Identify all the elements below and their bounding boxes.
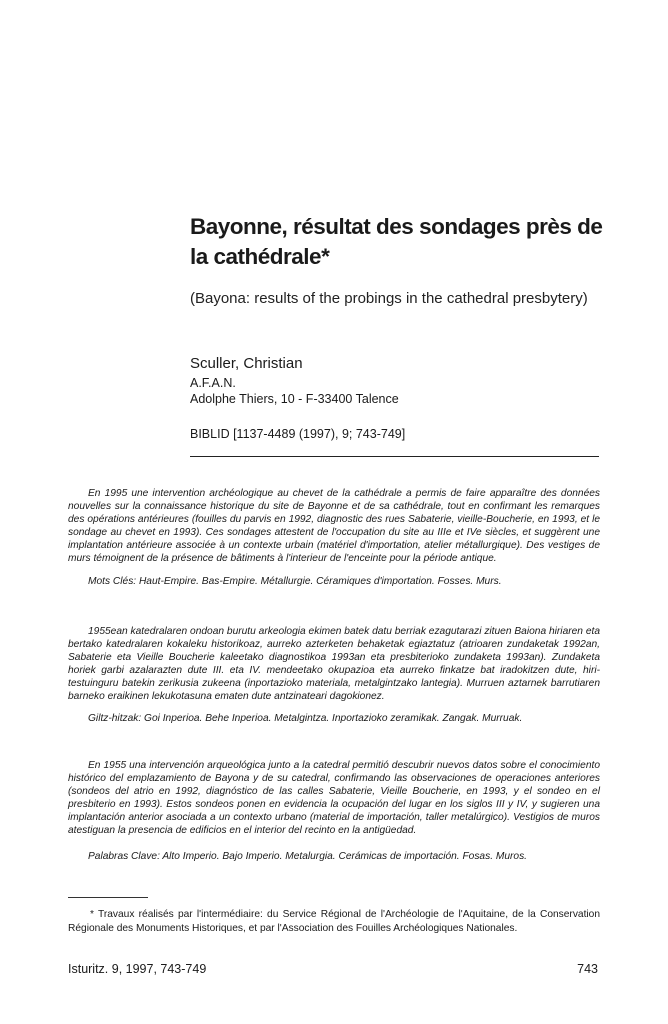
affiliation-org: A.F.A.N. [190,376,236,390]
abstract-french [68,487,600,565]
abstract-text: 1955ean katedralaren ondoan burutu arkeologia ekimen batek datu berriak ezagutarazi zituen Baiona hiriaren eta bertako katedralaren kokaleku historikoaz, aurreko azterketen behaketak egiaztatuz (atrioaren zundaketak 1992an, Sabaterie eta Vieille Boucherie kaleetako diagnostikoa 1993an eta presbiterioko zundaketa 1993an). Zundaketa horiek garbi azalarazten dute III. eta IV. mendeetako okupazioa eta aurreko finkatze bat iradokitzen dute, hiri-testuinguru batekin zerikusia zukeena (inportazioko materiala, metalgintzako lantegia). Murruen aztarnek barrutiaren barneko eraikinen lekukotasuna ematen dute antzinateari dagokionez. [68,626,600,702]
article-subtitle: (Bayona: results of the probings in the cathedral presbytery) [190,290,588,307]
header-rule [190,456,599,457]
article-title: Bayonne, résultat des sondages près de la cathédrale* [190,214,603,269]
footnote: * Travaux réalisés par l'intermédiaire: du Service Régional de l'Archéologie de l'Aquitaine, de la Conservation Régionale des Monuments Historiques, et par l'Association des Fouilles Archéologiques Nationales. [68,909,600,934]
journal-citation: Isturitz. 9, 1997, 743-749 [68,962,207,976]
author-affiliation [190,375,399,407]
keywords-basque: Giltz-hitzak: Goi Inperioa. Behe Inperioa. Metalgintza. Inportazioko zeramikak. Zangak. Murruak. [88,713,523,724]
keywords-french: Mots Clés: Haut-Empire. Bas-Empire. Métallurgie. Céramiques d'importation. Fosses. Murs. [88,576,502,587]
keywords-spanish: Palabras Clave: Alto Imperio. Bajo Imperio. Metalurgia. Cerámicas de importación. Fosas. Muros. [88,851,527,862]
abstract-text: En 1995 une intervention archéologique au chevet de la cathédrale a permis de faire apparaître des données nouvelles sur la connaissance historique du site de Bayonne et de sa cathédrale, tout en confirmant les remarques des opérations antérieures (fouilles du parvis en 1992, diagnostic des rues Sabaterie, vieille-Boucherie, en 1993, et le sondage au chevet en 1993). Ces sondages attestent de l'occupation du site au IIIe et IVe siècles, et suggèrent une implantation antérieure associée à un contexte urbain (matériel d'importation, atelier métallurgique). Des vestiges de murs témoignent de la présence de bâtiments à l'interieur de l'enceinte pour la période antique. [68,488,600,564]
abstract-basque [68,625,600,703]
affiliation-address: Adolphe Thiers, 10 - F-33400 Talence [190,392,399,406]
page-number: 743 [577,962,598,976]
biblid: BIBLID [1137-4489 (1997), 9; 743-749] [190,427,406,441]
abstract-spanish [68,759,600,837]
footnote-rule [68,897,148,898]
abstract-text: En 1955 una intervención arqueológica junto a la catedral permitió descubrir nuevos datos sobre el conocimiento histórico del emplazamiento de Bayona y de su catedral, confirmando las observaciones de operaciones anteriores (sondeos del atrio en 1992, diagnóstico de las calles Sabaterie, Vieille Boucherie, en 1993, y el sondeo en el presbiterio en 1993). Estos sondeos ponen en evidencia la ocupación del lugar en los siglos III y IV, y sugieren una implantación anterior asociada a un contexto urbano (material de importación, taller metalúrgico). Vestigios de muros atestiguan la presencia de edificios en el interior del recinto en la antigüedad. [68,760,600,836]
author-name: Sculler, Christian [190,355,303,372]
